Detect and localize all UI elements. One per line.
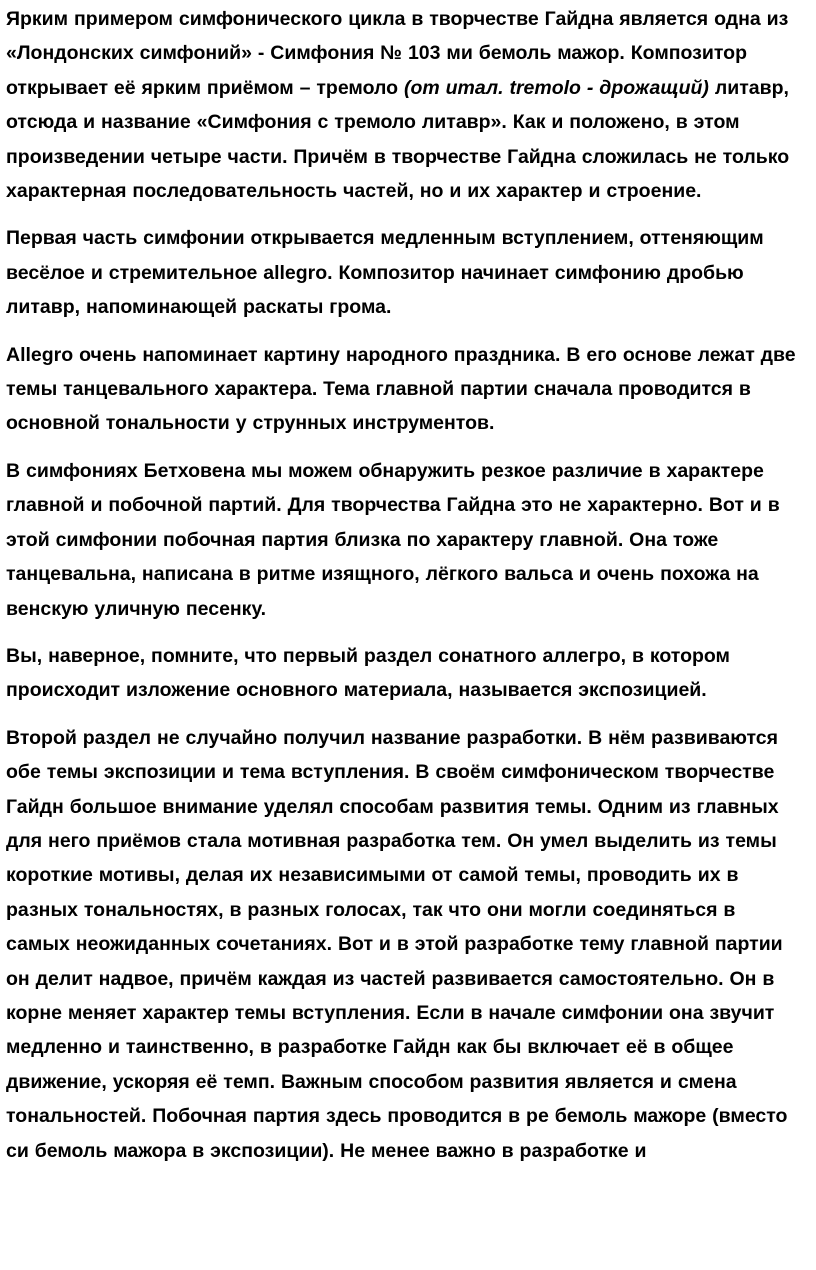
paragraph-allegro bbox=[6, 338, 802, 441]
paragraph-text: Ярким примером симфонического цикла в творчестве Гайдна является одна из «Лондонских симфоний» - Симфония № 103 ми бемоль мажор. Композитор открывает её ярким приёмом – тремоло bbox=[6, 8, 789, 99]
paragraph-text: В симфониях Бетховена мы можем обнаружить резкое различие в характере главной и побочной партий. Для творчества Гайдна это не характерно. Вот и в этой симфонии побочная партия близка по характеру главной. Она тоже танцевальна, написана в ритме изящного, лёгкого вальса и очень похожа на венскую уличную песенку. bbox=[6, 459, 780, 620]
paragraph-first-movement bbox=[6, 221, 802, 324]
paragraph-text: Вы, наверное, помните, что первый раздел сонатного аллегро, в котором происходит изложение основного материала, называется экспозицией. bbox=[6, 644, 730, 702]
paragraph-beethoven-comparison bbox=[6, 454, 802, 626]
italic-gloss: (от итал. tremolo - дрожащий) bbox=[403, 76, 709, 99]
paragraph-text: литавр, отсюда и название «Симфония с тремоло литавр». Как и положено, в этом произведении четыре части. Причём в творчестве Гайдна сложилась не только характерная последовательность частей, но и их характер и строение. bbox=[6, 76, 790, 203]
paragraph-development bbox=[6, 721, 802, 1168]
paragraph-text: Allegro очень напоминает картину народного праздника. В его основе лежат две темы танцевального характера. Тема главной партии сначала проводится в основной тональности у струнных инструментов. bbox=[6, 343, 796, 435]
paragraph-exposition bbox=[6, 639, 802, 708]
paragraph-text: Второй раздел не случайно получил название разработки. В нём развиваются обе темы экспозиции и тема вступления. В своём симфоническом творчестве Гайдн большое внимание уделял способам развития темы. Одним из главных для него приёмов стала мотивная разработка тем. Он умел выделить из темы короткие мотивы, делая их независимыми от самой темы, проводить их в разных тональностях, в разных голосах, так что они могли соединяться в самых неожиданных сочетаниях. Вот и в этой разработке тему главной партии он делит надвое, причём каждая из частей развивается самостоятельно. Он в корне меняет характер темы вступления. Если в начале симфонии она звучит медленно и таинственно, в разработке Гайдн как бы включает её в общее движение, ускоряя её темп. Важным способом развития является и смена тональностей. Побочная партия здесь проводится в ре бемоль мажоре (вместо си бемоль мажора в экспозиции). Не менее важно в разработке и bbox=[6, 726, 788, 1162]
paragraph-intro bbox=[6, 2, 802, 208]
paragraph-text: Первая часть симфонии открывается медленным вступлением, оттеняющим весёлое и стремительное allegro. Композитор начинает симфонию дробью литавр, напоминающей раскаты грома. bbox=[6, 227, 764, 319]
